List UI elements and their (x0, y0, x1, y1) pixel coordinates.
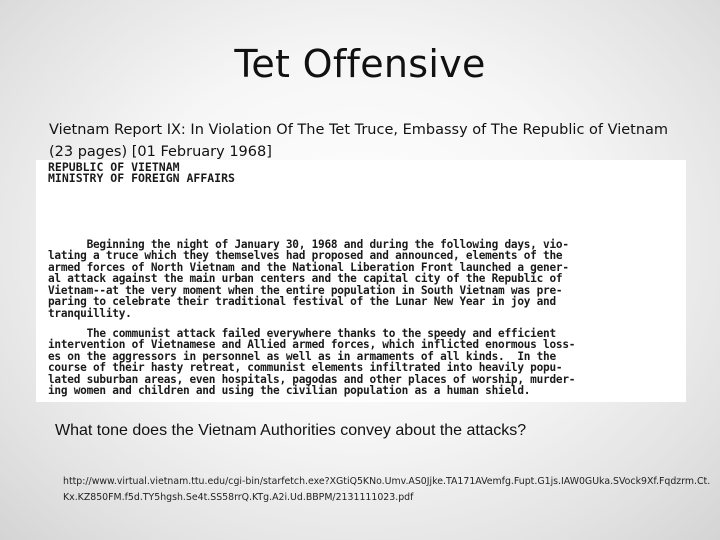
document-line: Beginning the night of January 30, 1968 and during the following days, vio- (48, 238, 569, 251)
document-header-line: REPUBLIC OF VIETNAM (48, 160, 180, 174)
document-line: lating a truce which they themselves had proposed and announced, elements of the (48, 249, 563, 263)
discussion-question: What tone does the Vietnam Authorities convey about the attacks? (55, 422, 527, 439)
document-header-line: MINISTRY OF FOREIGN AFFAIRS (48, 171, 235, 185)
document-line: intervention of Vietnamese and Allied armed forces, which inflicted enormous loss- (48, 338, 576, 352)
document-line: The communist attack failed everywhere thanks to the speedy and efficient (48, 327, 556, 340)
document-scan (36, 160, 686, 402)
document-paragraph-1 (48, 239, 569, 319)
document-line: Vietnam--at the very moment when the entire population in South Vietnam was pre- (48, 283, 563, 297)
document-line: course of their hasty retreat, communist elements infiltrated into heavily popu- (48, 361, 563, 375)
document-header (48, 162, 235, 184)
document-caption: Vietnam Report IX: In Violation Of The Tet Truce, Embassy of The Republic of Vietnam (23 pages) [01 February 1968] (49, 122, 669, 160)
slide-title: Tet Offensive (234, 42, 486, 86)
source-url[interactable]: http://www.virtual.vietnam.ttu.edu/cgi-bin/starfetch.exe?XGtiQ5KNo.Umv.AS0Jjke.TA171AVemfg.Fupt.G1js.IAW0GUka.SVock9Xf.Fqdzrm.Ct.Kx.KZ850FM.f5d.TY5hgsh.Se4t.SS58rrQ.KTg.A2i.Ud.BBPM/2131111023.pdf (63, 476, 711, 503)
document-line: es on the aggressors in personnel as well as in armaments of all kinds. In the (48, 349, 556, 363)
document-line: tranquillity. (48, 306, 132, 320)
document-line: lated suburban areas, even hospitals, pagodas and other places of worship, murder- (48, 372, 576, 386)
document-line: al attack against the main urban centers and the capital city of the Republic of (48, 272, 563, 286)
document-paragraph-2 (48, 328, 575, 397)
document-line: armed forces of North Vietnam and the National Liberation Front launched a gener- (48, 260, 569, 274)
document-line: paring to celebrate their traditional festival of the Lunar New Year in joy and (48, 295, 556, 309)
document-line: ing women and children and using the civilian population as a human shield. (48, 384, 531, 398)
